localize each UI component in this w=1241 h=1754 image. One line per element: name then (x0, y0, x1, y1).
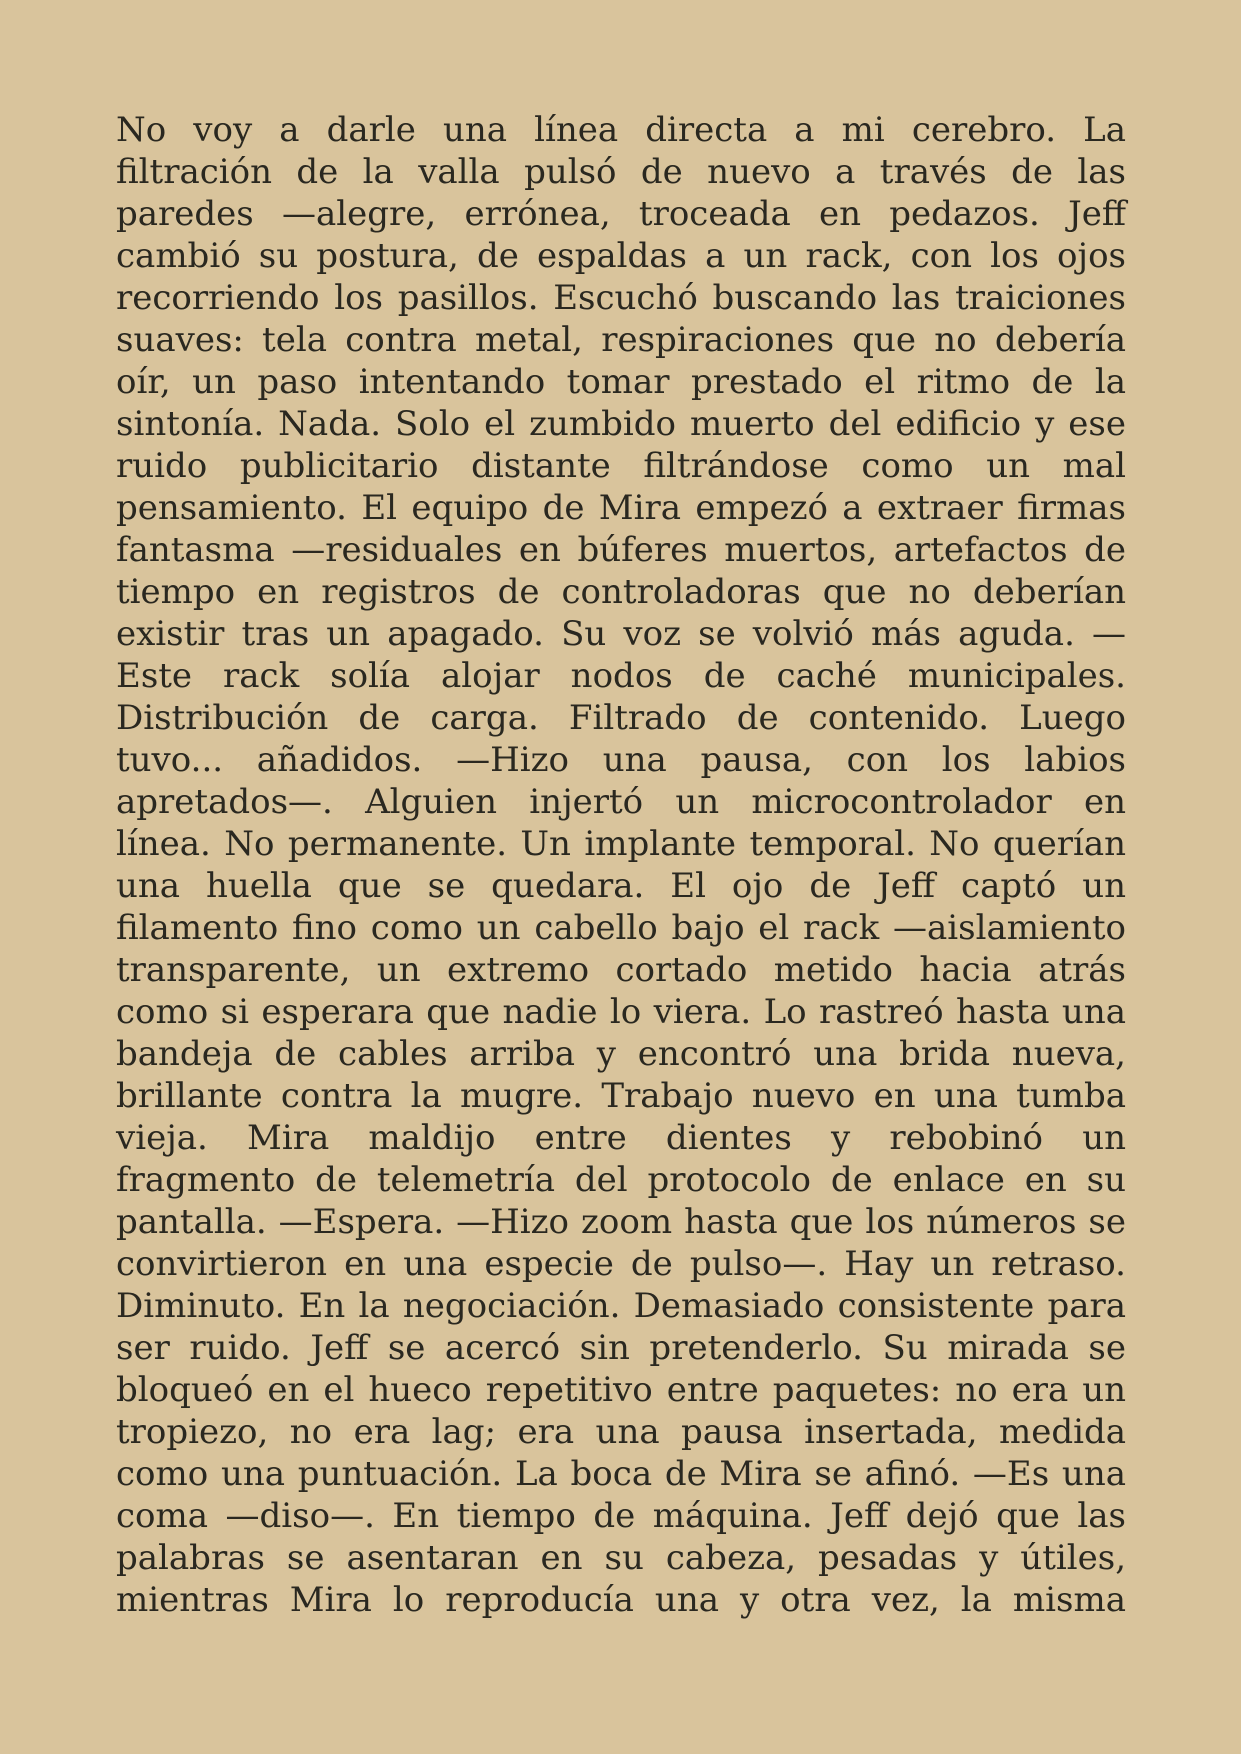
text-line: fantasma —residuales en búferes muertos, artefactos de (116, 530, 1126, 570)
text-line: filtración de la valla pulsó de nuevo a través de las (116, 152, 1126, 192)
text-line: cambió su postura, de espaldas a un rack, con los ojos (116, 236, 1126, 276)
text-line: bandeja de cables arriba y encontró una brida nueva, (116, 1034, 1126, 1074)
text-line: tuvo... añadidos. —Hizo una pausa, con los labios (116, 740, 1126, 780)
text-line: sintonía. Nada. Solo el zumbido muerto del edificio y ese (116, 404, 1126, 444)
text-line: convirtieron en una especie de pulso—. Hay un retraso. (116, 1244, 1126, 1284)
text-line: No voy a darle una línea directa a mi cerebro. La (116, 110, 1126, 150)
text-line: tiempo en registros de controladoras que no deberían (116, 572, 1126, 612)
text-line: existir tras un apagado. Su voz se volvió más aguda. — (116, 614, 1126, 654)
text-line: apretados—. Alguien injertó un microcontrolador en (116, 782, 1126, 822)
text-line: pensamiento. El equipo de Mira empezó a extraer firmas (116, 488, 1126, 528)
text-line: Este rack solía alojar nodos de caché municipales. (116, 656, 1126, 696)
text-line: suaves: tela contra metal, respiraciones que no debería (116, 320, 1126, 360)
text-line: ser ruido. Jeff se acercó sin pretenderlo. Su mirada se (116, 1328, 1126, 1368)
text-line: paredes —alegre, errónea, troceada en pedazos. Jeff (116, 194, 1126, 234)
text-line: recorriendo los pasillos. Escuchó buscando las traiciones (116, 278, 1126, 318)
text-line: mientras Mira lo reproducía una y otra vez, la misma (116, 1580, 1126, 1620)
text-line: una huella que se quedara. El ojo de Jeff captó un (116, 866, 1126, 906)
text-line: coma —diso—. En tiempo de máquina. Jeff dejó que las (116, 1496, 1126, 1536)
text-line: como una puntuación. La boca de Mira se afinó. —Es una (116, 1454, 1126, 1494)
text-line: palabras se asentaran en su cabeza, pesadas y útiles, (116, 1538, 1126, 1578)
text-line: ruido publicitario distante filtrándose como un mal (116, 446, 1126, 486)
text-line: Distribución de carga. Filtrado de contenido. Luego (116, 698, 1126, 738)
text-line: oír, un paso intentando tomar prestado el ritmo de la (116, 362, 1126, 402)
text-body (116, 109, 1126, 1621)
text-line: filamento fino como un cabello bajo el rack —aislamiento (116, 908, 1126, 948)
text-line: pantalla. —Espera. —Hizo zoom hasta que los números se (116, 1202, 1126, 1242)
text-line: como si esperara que nadie lo viera. Lo rastreó hasta una (116, 992, 1126, 1032)
text-line: línea. No permanente. Un implante temporal. No querían (116, 824, 1126, 864)
text-line: brillante contra la mugre. Trabajo nuevo en una tumba (116, 1076, 1126, 1116)
text-line: vieja. Mira maldijo entre dientes y rebobinó un (116, 1118, 1126, 1158)
text-line: tropiezo, no era lag; era una pausa insertada, medida (116, 1412, 1126, 1452)
text-line: transparente, un extremo cortado metido hacia atrás (116, 950, 1126, 990)
text-line: bloqueó en el hueco repetitivo entre paquetes: no era un (116, 1370, 1126, 1410)
text-line: Diminuto. En la negociación. Demasiado consistente para (116, 1286, 1126, 1326)
text-line: fragmento de telemetría del protocolo de enlace en su (116, 1160, 1126, 1200)
